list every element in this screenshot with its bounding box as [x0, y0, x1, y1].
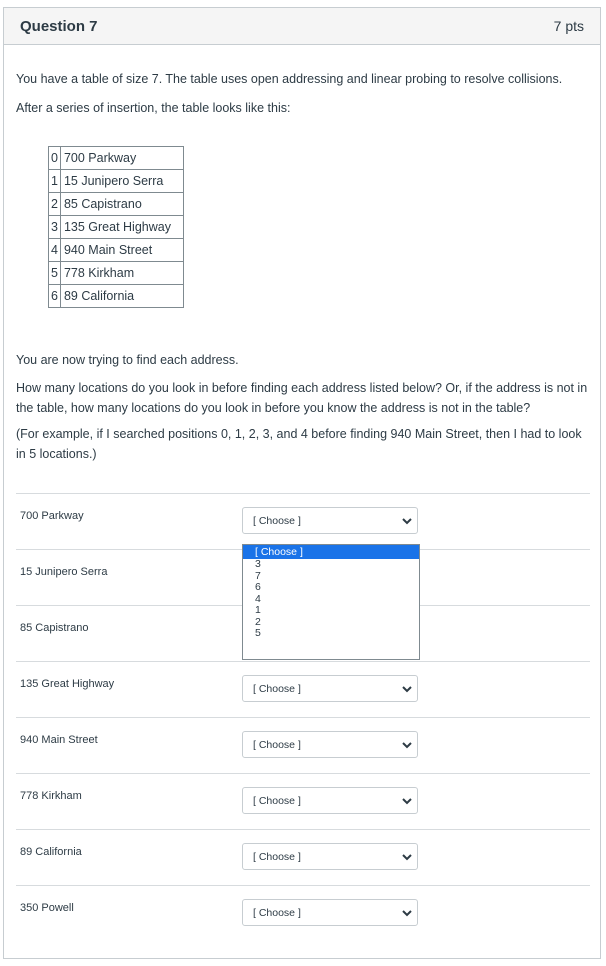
dropdown-option-choose[interactable]: [ Choose ] [243, 545, 419, 559]
hash-index-cell: 4 [49, 239, 61, 262]
hash-value-cell: 85 Capistrano [60, 193, 183, 216]
instruction-paragraph-1: You are now trying to find each address. [16, 353, 239, 367]
intro-paragraph-2: After a series of insertion, the table looks like this: [16, 101, 291, 115]
dropdown-option[interactable]: 2 [255, 615, 261, 628]
answer-label: 15 Junipero Serra [20, 566, 108, 578]
chevron-down-icon [401, 851, 413, 863]
hash-table-row [49, 147, 184, 170]
instruction-paragraph-2: How many locations do you look in before finding each address listed below? Or, if the address is not in the table, how many locations do you look in before you know the address is not in the table? [16, 381, 588, 415]
answer-select[interactable] [242, 675, 418, 702]
answer-label: 940 Main Street [20, 734, 98, 746]
answer-row [16, 717, 590, 773]
select-value: [ Choose ] [253, 738, 301, 751]
answer-label: 778 Kirkham [20, 790, 82, 802]
answer-row [16, 885, 590, 941]
answer-label: 89 California [20, 846, 82, 858]
select-value: [ Choose ] [253, 906, 301, 919]
hash-index-cell: 6 [49, 285, 61, 308]
answer-select[interactable] [242, 843, 418, 870]
dropdown-option[interactable]: 4 [255, 592, 261, 605]
answer-select[interactable] [242, 731, 418, 758]
hash-index-cell: 5 [49, 262, 61, 285]
hash-index-cell: 2 [49, 193, 61, 216]
hash-value-cell: 700 Parkway [60, 147, 183, 170]
select-value: [ Choose ] [253, 682, 301, 695]
intro-paragraph-1: You have a table of size 7. The table uses open addressing and linear probing to resolve collisions. [16, 72, 563, 86]
answer-label: 700 Parkway [20, 510, 84, 522]
answer-row [16, 661, 590, 717]
select-value: [ Choose ] [253, 794, 301, 807]
select-value: [ Choose ] [253, 850, 301, 863]
answer-label: 350 Powell [20, 902, 74, 914]
answer-select[interactable] [242, 787, 418, 814]
select-value: [ Choose ] [253, 514, 301, 527]
question-title: Question 7 [20, 17, 98, 35]
chevron-down-icon [401, 515, 413, 527]
hash-value-cell: 15 Junipero Serra [60, 170, 183, 193]
dropdown-option[interactable]: 5 [255, 627, 261, 639]
chevron-down-icon [401, 739, 413, 751]
answer-select[interactable] [242, 507, 418, 534]
hash-table-row [49, 170, 184, 193]
answer-row [16, 773, 590, 829]
hash-table-row [49, 193, 184, 216]
hash-value-cell: 778 Kirkham [60, 262, 183, 285]
hash-value-cell: 135 Great Highway [60, 216, 183, 239]
hash-index-cell: 3 [49, 216, 61, 239]
chevron-down-icon [401, 683, 413, 695]
instruction-paragraph-3: (For example, if I searched positions 0, 1, 2, 3, and 4 before finding 940 Main Street, then I had to look in 5 locations.) [16, 427, 582, 461]
hash-table-row [49, 262, 184, 285]
dropdown-option[interactable]: 6 [255, 581, 261, 593]
hash-value-cell: 89 California [60, 285, 183, 308]
answer-row [16, 829, 590, 885]
answer-label: 135 Great Highway [20, 678, 115, 690]
answer-label: 85 Capistrano [20, 622, 89, 634]
dropdown-option[interactable]: 1 [255, 604, 261, 616]
chevron-down-icon [401, 795, 413, 807]
hash-table [48, 146, 184, 308]
question-points: 7 pts [553, 18, 584, 34]
hash-table-row [49, 216, 184, 239]
dropdown-menu [242, 544, 420, 660]
hash-table-row [49, 239, 184, 262]
answer-select[interactable] [242, 899, 418, 926]
dropdown-option[interactable]: 3 [255, 558, 261, 570]
chevron-down-icon [401, 907, 413, 919]
dropdown-option[interactable]: 7 [255, 569, 261, 582]
hash-table-row [49, 285, 184, 308]
question-header [4, 8, 600, 45]
hash-index-cell: 1 [49, 170, 61, 193]
hash-index-cell: 0 [49, 147, 61, 170]
hash-value-cell: 940 Main Street [60, 239, 183, 262]
answer-row [16, 493, 590, 549]
